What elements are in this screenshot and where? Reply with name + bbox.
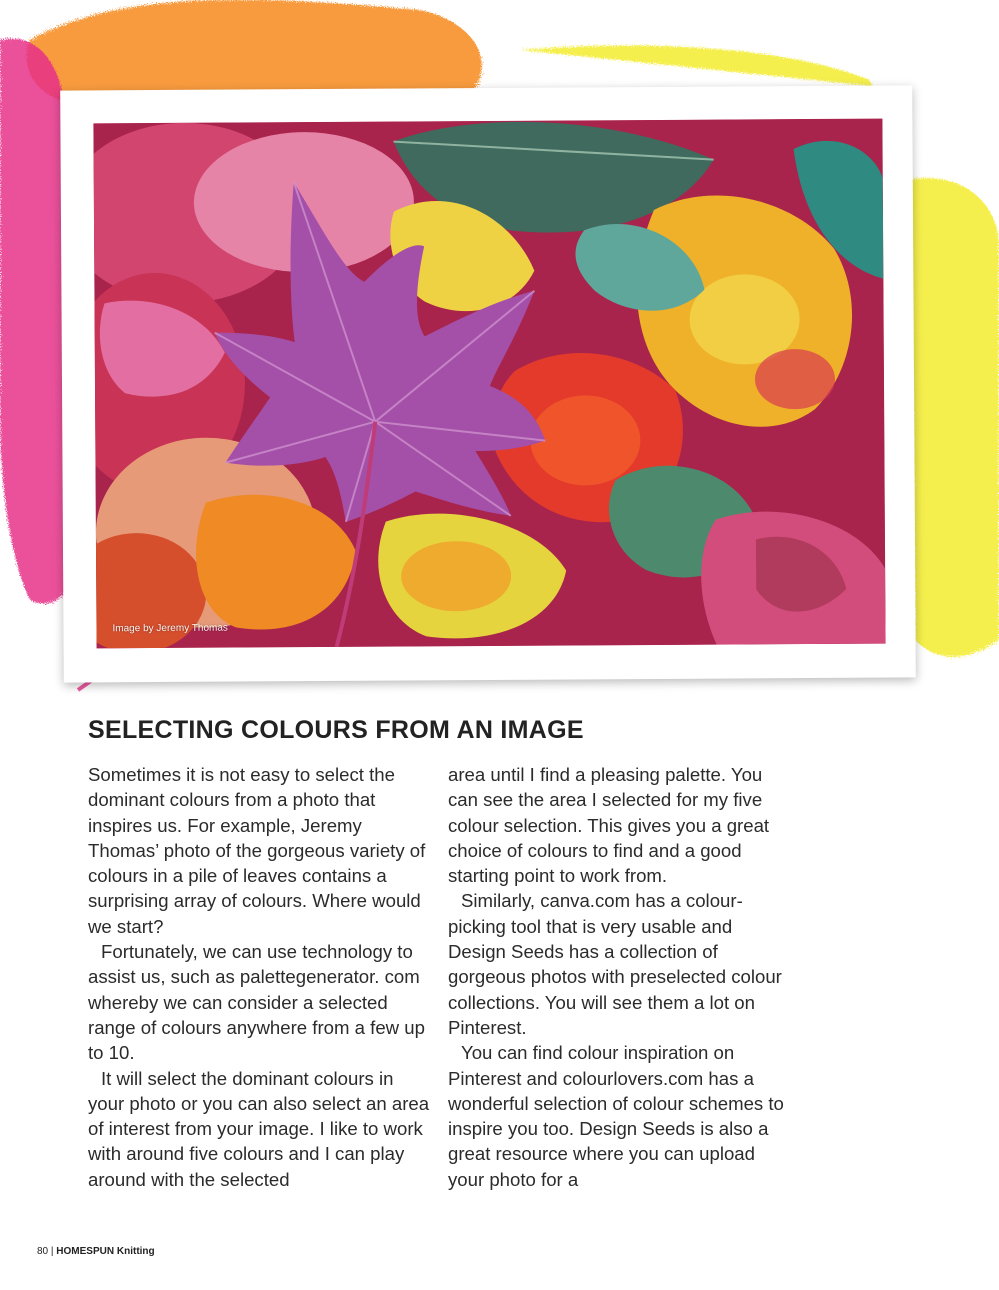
autumn-leaves-photo [93, 119, 885, 649]
footer-separator: | [50, 1246, 54, 1257]
paragraph: Fortunately, we can use technology to assist us, such as palettegenerator. com whereby we can consider a selected range of colours anywhere from a few up to 10. [88, 941, 425, 1064]
page-number: 80 [37, 1246, 49, 1257]
photo-frame [60, 85, 916, 682]
leaves-illustration [93, 119, 885, 649]
magazine-section: Knitting [116, 1246, 155, 1257]
paragraph: You can find colour inspiration on Pinterest and colourlovers.com has a wonderful selection of colour schemes to inspire you too. Design Seeds is also a great resource where you can upload your photo for a [448, 1042, 784, 1190]
magazine-name: HOMESPUN [56, 1246, 115, 1257]
paragraph: Similarly, canva.com has a colour-picking tool that is very usable and Design Seeds has a collection of gorgeous photos with preselected colour collections. You will see them a lot on Pinterest. [448, 890, 782, 1038]
paragraph: It will select the dominant colours in your photo or you can also select an area of interest from your image. I like to work with around five colours and I can play around with the selected [88, 1067, 430, 1190]
photo-credit: Image by Jeremy Thomas [112, 622, 228, 635]
paragraph: Sometimes it is not easy to select the dominant colours from a photo that inspires us. For example, Jeremy Thomas’ photo of the gorgeous variety of colours in a pile of leaves contains a surprising array of colours. Where would we start? [88, 764, 426, 937]
page-footer [37, 1246, 155, 1257]
paragraph: area until I find a pleasing palette. You can see the area I selected for my five colour selection. This gives you a great choice of colours to find and a good starting point to work from. [448, 764, 770, 887]
article-column-2 [448, 762, 793, 1192]
article-heading: SELECTING COLOURS FROM AN IMAGE [88, 716, 584, 744]
orange-stroke [26, 0, 482, 100]
article-column-1 [88, 762, 433, 1192]
